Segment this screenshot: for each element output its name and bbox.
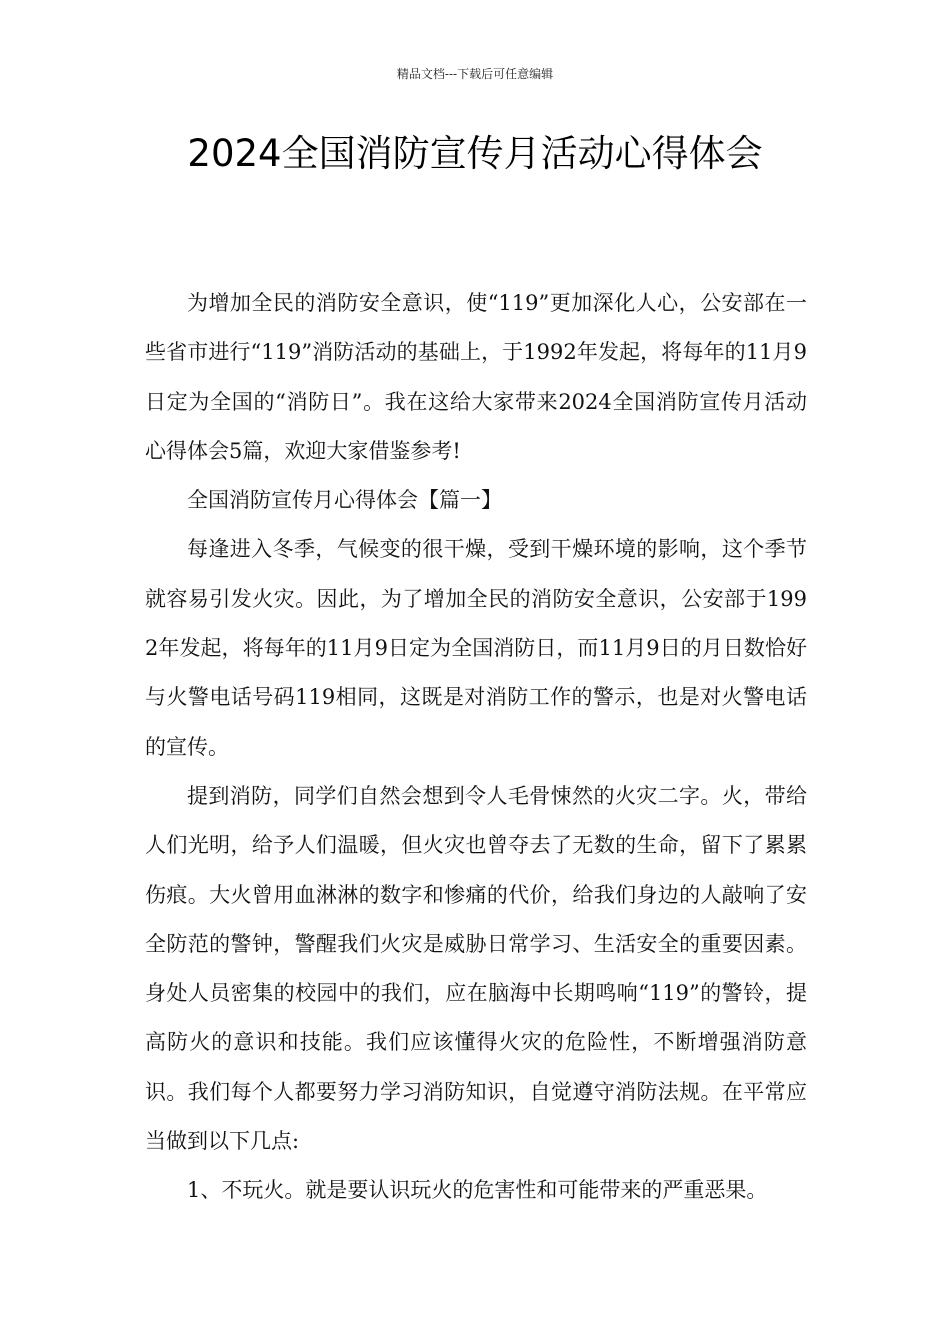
body-paragraph: 提到消防，同学们自然会想到令人毛骨悚然的火灾二字。火，带给人们光明，给予人们温暖，但火灾也曾夺去了无数的生命，留下了累累伤痕。大火曾用血淋淋的数字和惨痛的代价，给我们身边的人敲响了安全防范的警钟，警醒我们火灾是威胁日常学习、生活安全的重要因素。身处人员密集的校园中的我们，应在脑海中长期鸣响“119”的警铃，提高防火的意识和技能。我们应该懂得火灾的危险性，不断增强消防意识。我们每个人都要努力学习消防知识，自觉遵守消防法规。在平常应当做到以下几点: xyxy=(145,783,807,1154)
document-title: 2024全国消防宣传月活动心得体会 xyxy=(187,132,763,175)
section-heading: 全国消防宣传月心得体会【篇一】 xyxy=(187,488,502,513)
list-item: 1、不玩火。就是要认识玩火的危害性和可能带来的严重恶果。 xyxy=(187,1178,768,1203)
header-note: 精品文档---下载后可任意编辑 xyxy=(396,67,554,81)
intro-paragraph: 为增加全民的消防安全意识，使“119”更加深化人心，公安部在一些省市进行“119”消防活动的基础上，于1992年发起，将每年的11月9日定为全国的“消防日”。我在这给大家带来2024全国消防宣传月活动心得体会5篇，欢迎大家借鉴参考! xyxy=(145,291,807,463)
document-body xyxy=(145,279,807,1216)
body-paragraph: 每逢进入冬季，气候变的很干燥，受到干燥环境的影响，这个季节就容易引发火灾。因此，为了增加全民的消防安全意识，公安部于1992年发起，将每年的11月9日定为全国消防日，而11月9日的月日数恰好与火警电话号码119相同，这既是对消防工作的警示，也是对火警电话的宣传。 xyxy=(145,537,807,759)
